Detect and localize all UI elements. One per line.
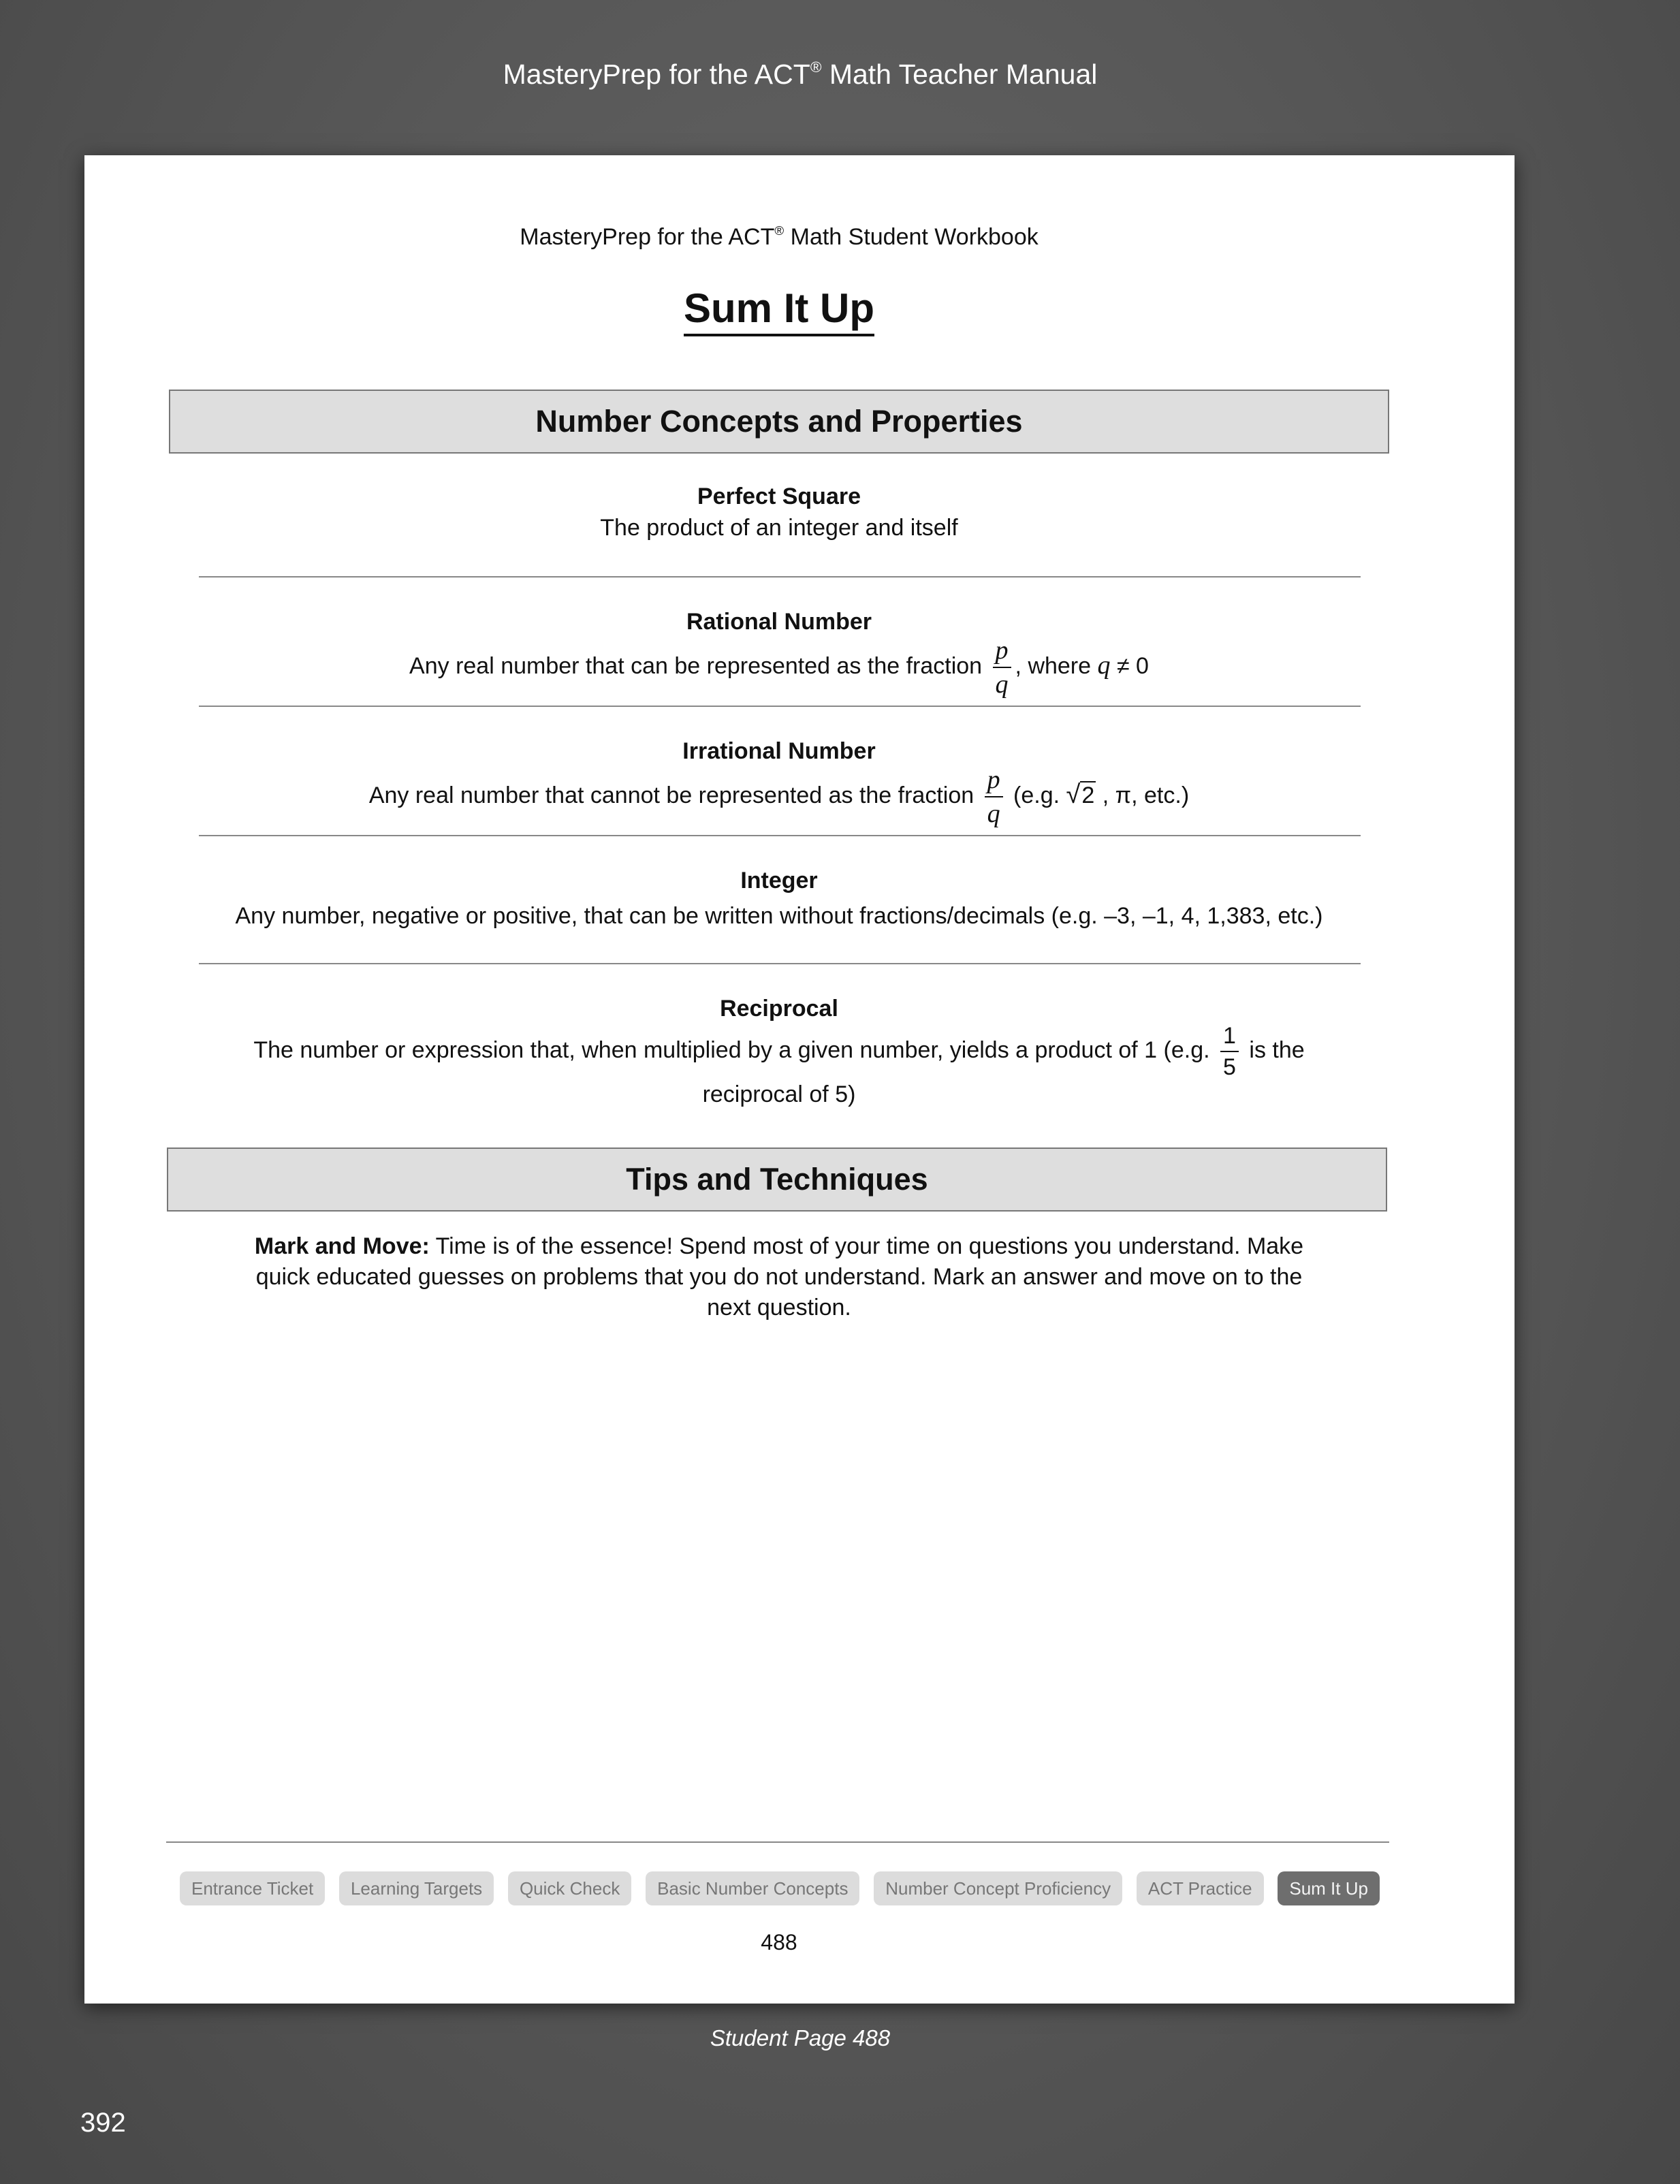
fraction-denominator: q: [987, 800, 1000, 828]
fraction-one-fifth: [1220, 1024, 1239, 1079]
definition-perfect-square: [159, 481, 1399, 543]
tip-label: Mark and Move:: [254, 1233, 430, 1259]
registered-mark: ®: [810, 59, 822, 76]
term-label: Rational Number: [686, 609, 872, 635]
page-heading: [84, 285, 1474, 332]
nav-tab-number-concept-proficiency[interactable]: Number Concept Proficiency: [874, 1871, 1122, 1905]
definition-text-end: , π, etc.): [1096, 782, 1190, 808]
radical-sign: √: [1066, 780, 1081, 809]
term-label: Integer: [740, 868, 818, 893]
nav-tab-learning-targets[interactable]: Learning Targets: [339, 1871, 494, 1905]
definition-text-end: ≠ 0: [1110, 652, 1149, 679]
term-label: Perfect Square: [697, 484, 861, 509]
nav-tab-basic-number-concepts[interactable]: Basic Number Concepts: [646, 1871, 859, 1905]
definition-text-start: The number or expression that, when multiplied by a given number, yields a product of 1 (e.g.: [253, 1036, 1210, 1063]
term-label: Irrational Number: [682, 738, 876, 764]
definition-text: [159, 637, 1399, 697]
definition-text-end: is the reciprocal of 5): [702, 1036, 1305, 1107]
manual-title-suffix: Math Teacher Manual: [821, 59, 1098, 90]
section-title: Number Concepts and Properties: [535, 404, 1023, 439]
nav-tab-entrance-ticket[interactable]: Entrance Ticket: [180, 1871, 325, 1905]
radicand: 2: [1081, 782, 1095, 808]
workbook-title-suffix: Math Student Workbook: [784, 224, 1039, 251]
page-heading-text: Sum It Up: [684, 285, 874, 336]
workbook-title: [84, 223, 1474, 251]
manual-page-number: 392: [80, 2108, 126, 2138]
definition-rational-number: [159, 606, 1399, 697]
section-nav: [180, 1871, 1380, 1905]
nav-tab-sum-it-up[interactable]: Sum It Up: [1278, 1871, 1380, 1905]
divider: [199, 963, 1361, 964]
fraction-numerator: p: [993, 637, 1011, 668]
definition-irrational-number: [159, 735, 1399, 827]
fraction-numerator: 1: [1220, 1024, 1239, 1052]
tip-mark-and-move: [234, 1231, 1324, 1323]
section-title: Tips and Techniques: [626, 1162, 928, 1197]
fraction-numerator: p: [985, 767, 1003, 797]
fraction-p-over-q: [993, 637, 1011, 697]
section-bar-number-concepts: [169, 390, 1389, 454]
definition-text: Any number, negative or positive, that can be written without fractions/decimals (e.g. –3, –1, 4, 1,383, etc.): [235, 903, 1323, 929]
definition-reciprocal: [248, 993, 1310, 1110]
variable-q: q: [1097, 650, 1111, 680]
fraction-denominator: q: [995, 670, 1009, 699]
footer-divider: [166, 1841, 1389, 1843]
section-bar-tips: [167, 1148, 1387, 1212]
divider: [199, 835, 1361, 836]
nav-tab-act-practice[interactable]: ACT Practice: [1137, 1871, 1264, 1905]
student-page-number: 488: [761, 1930, 797, 1954]
divider: [199, 576, 1361, 577]
definition-text-middle: (e.g.: [1007, 782, 1066, 808]
tip-text: Time is of the essence! Spend most of your time on questions you understand. Make quick educated guesses on problems that you do not understand. Mark an answer and move on to the next question.: [255, 1233, 1304, 1320]
page-caption: Student Page 488: [710, 2025, 891, 2051]
nav-tab-quick-check[interactable]: Quick Check: [508, 1871, 631, 1905]
square-root-2: [1066, 779, 1096, 811]
manual-title-text: MasteryPrep for the ACT: [503, 59, 810, 90]
registered-mark: ®: [774, 223, 784, 238]
definition-text-start: Any real number that can be represented as the fraction: [409, 652, 983, 679]
definition-text-start: Any real number that cannot be represented as the fraction: [368, 782, 974, 808]
definition-text: [159, 767, 1399, 827]
workbook-title-text: MasteryPrep for the ACT: [520, 224, 775, 251]
definition-integer: [159, 865, 1399, 932]
fraction-p-over-q: [985, 767, 1003, 827]
manual-title: [0, 59, 1600, 91]
divider: [199, 706, 1361, 707]
fraction-denominator: 5: [1223, 1054, 1236, 1080]
student-page: [84, 155, 1515, 2004]
definition-text-middle: , where: [1015, 652, 1098, 679]
term-label: Reciprocal: [720, 996, 838, 1022]
definition-text: The product of an integer and itself: [600, 515, 958, 541]
definition-text: [248, 1024, 1310, 1110]
